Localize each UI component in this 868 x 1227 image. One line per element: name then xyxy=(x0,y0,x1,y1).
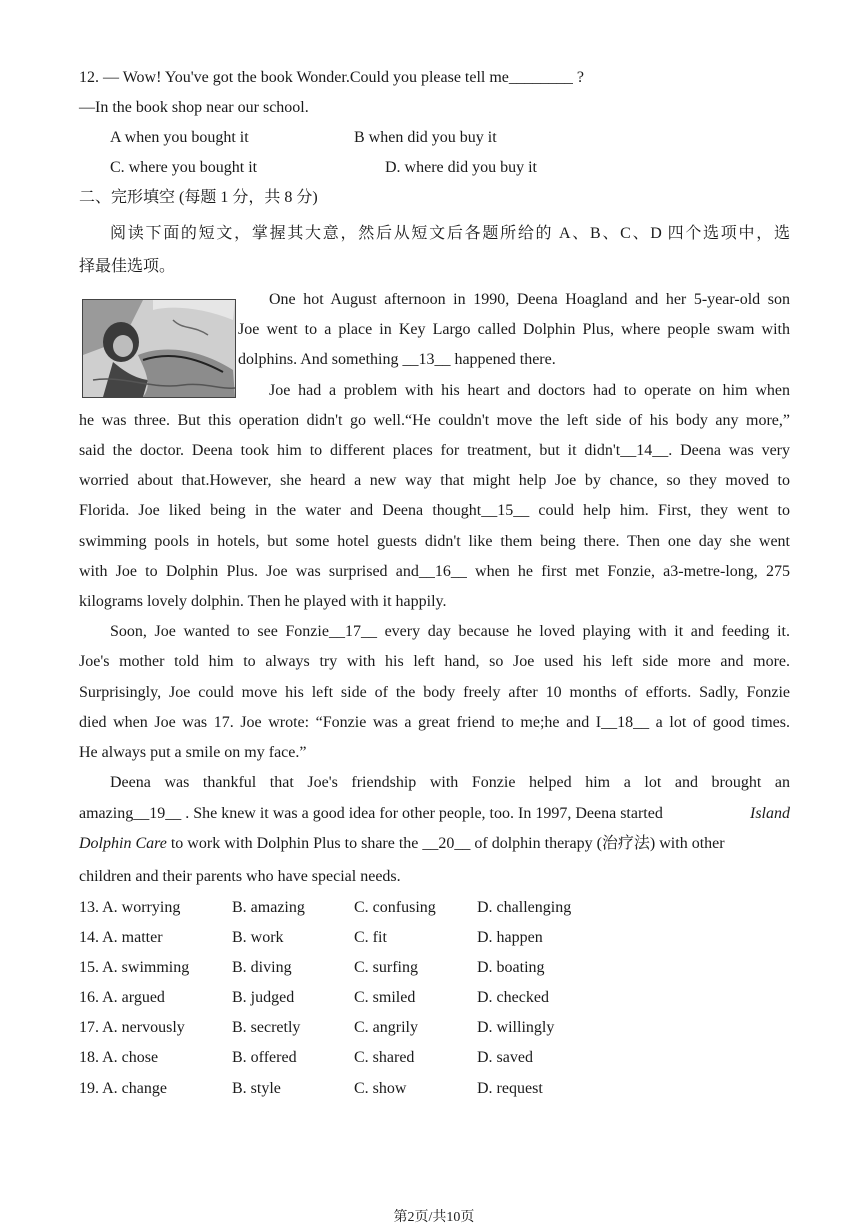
choice-17-d: D. willingly xyxy=(477,1019,555,1036)
choice-13-c: C. confusing xyxy=(354,899,436,916)
choice-13-d: D. challenging xyxy=(477,899,572,916)
section-heading: 二、完形填空 (每题 1 分，共 8 分) xyxy=(79,189,318,206)
choice-19-a: 19. A. change xyxy=(79,1080,167,1097)
choice-16-d: D. checked xyxy=(477,989,549,1006)
p4-line2 xyxy=(79,804,790,824)
p2-line8: kilograms lovely dolphin. Then he played with it happily. xyxy=(79,593,447,610)
choice-15-b: B. diving xyxy=(232,959,292,976)
choice-18-b: B. offered xyxy=(232,1049,297,1066)
section-instruction-line1: 阅读下面的短文，掌握其大意，然后从短文后各题所给的 A、B、C、D 四个选项中，选 xyxy=(110,225,790,242)
choice-14-a: 14. A. matter xyxy=(79,929,163,946)
boy-dolphin-image xyxy=(83,300,235,397)
choice-19-b: B. style xyxy=(232,1080,281,1097)
choice-16-a: 16. A. argued xyxy=(79,989,165,1006)
p1-line3: dolphins. And something __13__ happened there. xyxy=(238,351,556,368)
page-number: 第2页/共10页 xyxy=(393,1210,475,1225)
choice-18-d: D. saved xyxy=(477,1049,533,1066)
choice-18-a: 18. A. chose xyxy=(79,1049,159,1066)
choice-17-c: C. angrily xyxy=(354,1019,418,1036)
q12-answer: —In the book shop near our school. xyxy=(79,99,309,116)
q12-question: 12. — Wow! You've got the book Wonder.Could you please tell me________ ? xyxy=(79,69,585,86)
section-instruction-line2: 择最佳选项。 xyxy=(79,258,176,275)
p2-line3: said the doctor. Deena took him to different places for treatment, but it didn't__14__. Deena was very xyxy=(79,442,790,459)
choice-14-d: D. happen xyxy=(477,929,543,946)
dolphin-photo xyxy=(82,299,236,398)
choice-19-d: D. request xyxy=(477,1080,543,1097)
p1-line1: One hot August afternoon in 1990, Deena Hoagland and her 5-year-old son xyxy=(269,291,790,308)
q12-option-d: D. where did you buy it xyxy=(385,159,537,176)
q12-option-b: B when did you buy it xyxy=(354,129,497,146)
choice-13-b: B. amazing xyxy=(232,899,305,916)
p3-line2: Joe's mother told him to always try with his left hand, so Joe used his left side more and more. xyxy=(79,653,790,670)
p3-line3: Surprisingly, Joe could move his left side of the body freely after 10 months of efforts. Sadly, Fonzie xyxy=(79,684,790,701)
p3-line1: Soon, Joe wanted to see Fonzie__17__ every day because he loved playing with it and feeding it. xyxy=(110,623,790,640)
p2-line6: swimming pools in hotels, but some hotel guests didn't like them being there. Then one day she went xyxy=(79,533,790,550)
p4-line1: Deena was thankful that Joe's friendship with Fonzie helped him a lot and brought an xyxy=(110,774,790,791)
p2-line4: worried about that.However, she heard a new way that might help Joe by chance, so they moved to xyxy=(79,472,790,489)
p2-line5: Florida. Joe liked being in the water and Deena thought__15__ could help him. First, they went to xyxy=(79,502,790,519)
p3-line4: died when Joe was 17. Joe wrote: “Fonzie was a great friend to me;he and I__18__ a lot of good times. xyxy=(79,714,790,731)
p1-line2: Joe went to a place in Key Largo called Dolphin Plus, where people swam with xyxy=(238,321,790,338)
q12-option-c: C. where you bought it xyxy=(110,159,258,176)
p3-line5: He always put a smile on my face.” xyxy=(79,744,307,761)
p4-line4: children and their parents who have special needs. xyxy=(79,868,401,885)
choice-19-c: C. show xyxy=(354,1080,407,1097)
choice-15-d: D. boating xyxy=(477,959,545,976)
choice-15-a: 15. A. swimming xyxy=(79,959,190,976)
choice-14-c: C. fit xyxy=(354,929,387,946)
choice-13-a: 13. A. worrying xyxy=(79,899,181,916)
choice-18-c: C. shared xyxy=(354,1049,415,1066)
choice-16-b: B. judged xyxy=(232,989,295,1006)
p4-line3-text: to work with Dolphin Plus to share the __20__ of dolphin therapy (治疗法) with other xyxy=(166,835,725,852)
choice-17-b: B. secretly xyxy=(232,1019,301,1036)
p2-line2: he was three. But this operation didn't go well.“He couldn't move the left side of his body any more,” xyxy=(79,412,790,429)
p4-line2-italic: Island xyxy=(750,805,790,822)
choice-15-c: C. surfing xyxy=(354,959,418,976)
p4-line3-italic: Dolphin Care xyxy=(79,835,167,852)
p2-line1: Joe had a problem with his heart and doctors had to operate on him when xyxy=(269,382,790,399)
choice-17-a: 17. A. nervously xyxy=(79,1019,185,1036)
p4-line2-text: amazing__19__ . She knew it was a good idea for other people, too. In 1997, Deena started xyxy=(79,805,663,822)
p2-line7: with Joe to Dolphin Plus. Joe was surprised and__16__ when he first met Fonzie, a3-metre-long, 275 xyxy=(79,563,790,580)
p4-line3 xyxy=(79,834,725,854)
q12-option-a: A when you bought it xyxy=(110,129,249,146)
choice-16-c: C. smiled xyxy=(354,989,416,1006)
choice-14-b: B. work xyxy=(232,929,284,946)
